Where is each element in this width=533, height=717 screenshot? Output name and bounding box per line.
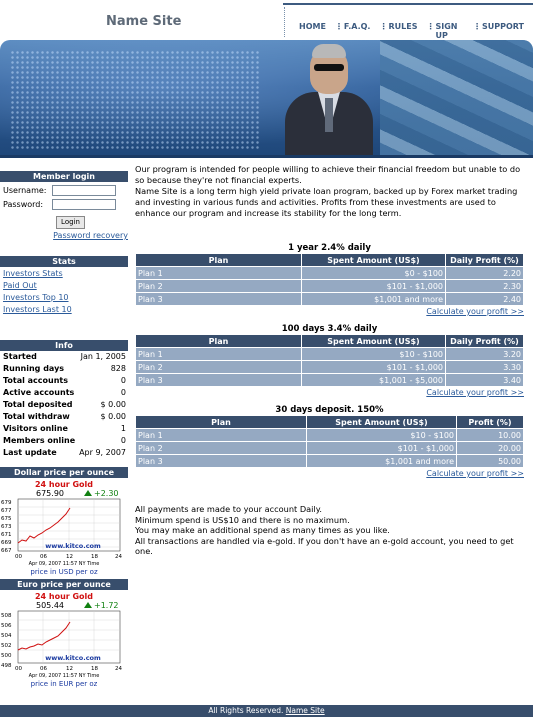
- y-tick: 667: [1, 548, 12, 554]
- table-row: [136, 279, 523, 292]
- y-tick: 671: [1, 532, 12, 538]
- x-tick: 18: [91, 554, 98, 560]
- info-key: Total withdraw: [3, 412, 70, 421]
- cell-plan: Plan 2: [136, 441, 306, 454]
- x-tick: 12: [66, 554, 73, 560]
- nav-separator: ⋮: [426, 22, 435, 31]
- col-header-plan: Plan: [136, 335, 301, 347]
- gold-date-line: Apr 09, 2007 11:57 NY Time: [28, 673, 100, 679]
- y-tick: 677: [1, 508, 12, 514]
- note-line: You may make an additional spend as many times as you like.: [135, 525, 390, 535]
- gold-eur-title: Euro price per ounce: [0, 579, 128, 590]
- businessman-hair: [312, 44, 346, 58]
- info-value: 1: [120, 424, 126, 433]
- businessman-tie: [325, 98, 333, 132]
- login-button[interactable]: Login: [56, 216, 85, 229]
- y-axis-ticks: [1, 613, 12, 669]
- info-value: Jan 1, 2005: [80, 352, 126, 361]
- cell-plan: Plan 2: [136, 279, 301, 292]
- x-tick: 00: [15, 554, 22, 560]
- password-label: Password:: [3, 200, 44, 209]
- y-tick: 675: [1, 516, 12, 522]
- nav-faq-label: F.A.Q.: [343, 22, 371, 31]
- gold-usd-chart: [0, 478, 128, 578]
- info-value: 828: [110, 364, 126, 373]
- y-tick: 498: [1, 663, 12, 669]
- site-title[interactable]: Name Site: [106, 14, 182, 29]
- cell-plan: Plan 1: [136, 347, 301, 360]
- main-nav: [290, 22, 533, 40]
- col-header-amount: Spent Amount (US$): [302, 254, 445, 266]
- cell-profit: 10.00: [457, 428, 523, 441]
- table-row: [136, 347, 523, 360]
- table-row: [136, 454, 523, 467]
- world-map-graphic: [10, 50, 260, 150]
- info-key: Active accounts: [3, 388, 75, 397]
- kitco-site: www.kitco.com: [45, 654, 101, 662]
- gold-eur-chart: [0, 590, 128, 690]
- calculate-profit-link[interactable]: Calculate your profit >>: [426, 388, 524, 397]
- x-tick: 24: [115, 666, 122, 672]
- password-row: [0, 199, 128, 210]
- info-row: [0, 423, 128, 435]
- info-value: 0: [120, 436, 126, 445]
- cell-profit: 20.00: [457, 441, 523, 454]
- info-row: [0, 435, 128, 447]
- gold-usd-box: [0, 467, 128, 578]
- nav-separator: ⋮: [334, 22, 343, 31]
- investors-last10-link[interactable]: Investors Last 10: [3, 305, 72, 314]
- y-tick: 669: [1, 540, 12, 546]
- plan-block-30days: [135, 404, 524, 478]
- info-row: [0, 387, 128, 399]
- stats-title: Stats: [0, 256, 128, 267]
- username-input[interactable]: [52, 185, 116, 196]
- x-axis-ticks: [15, 666, 122, 672]
- nav-signup[interactable]: [426, 22, 473, 40]
- gold-usd-title: Dollar price per ounce: [0, 467, 128, 478]
- member-login-box: [0, 171, 128, 240]
- nav-rules-label: RULES: [388, 22, 418, 31]
- terms-notes: [135, 504, 527, 557]
- cell-amount: $101 - $1,000: [302, 360, 445, 373]
- col-header-plan: Plan: [136, 254, 301, 266]
- header-divider: [284, 7, 285, 37]
- x-tick: 18: [91, 666, 98, 672]
- password-recovery-link[interactable]: Password recovery: [53, 231, 128, 240]
- y-tick: 500: [1, 653, 12, 659]
- plan-title: 100 days 3.4% daily: [281, 324, 378, 334]
- cell-profit: 3.30: [446, 360, 523, 373]
- money-graphic: [380, 40, 533, 158]
- x-tick: 06: [40, 666, 47, 672]
- username-label: Username:: [3, 186, 47, 195]
- calculate-profit-link[interactable]: Calculate your profit >>: [426, 469, 524, 478]
- gold-chart-price: 675.90: [36, 489, 64, 498]
- cell-amount: $1,001 and more: [307, 454, 456, 467]
- stats-box: [0, 256, 128, 315]
- plan-table: [135, 335, 524, 386]
- x-axis-ticks: [15, 554, 122, 560]
- plan-block-1year: [135, 242, 524, 316]
- y-tick: 673: [1, 524, 12, 530]
- investors-top10-link[interactable]: Investors Top 10: [3, 293, 69, 302]
- table-row: [136, 292, 523, 305]
- login-title: Member login: [0, 171, 128, 182]
- info-box: [0, 340, 128, 459]
- nav-support[interactable]: [473, 22, 533, 40]
- username-row: [0, 185, 128, 196]
- cell-plan: Plan 1: [136, 266, 301, 279]
- col-header-profit: Profit (%): [457, 416, 523, 428]
- cell-profit: 2.20: [446, 266, 523, 279]
- calculate-profit-link[interactable]: Calculate your profit >>: [426, 307, 524, 316]
- table-row: [136, 266, 523, 279]
- site-header: [0, 0, 533, 40]
- x-tick: 24: [115, 554, 122, 560]
- y-tick: 506: [1, 623, 12, 629]
- y-axis-ticks: [1, 500, 12, 554]
- table-row: [136, 441, 523, 454]
- info-row: [0, 399, 128, 411]
- table-row: [136, 428, 523, 441]
- info-key: Visitors online: [3, 424, 68, 433]
- info-value: Apr 9, 2007: [79, 448, 126, 457]
- hero-banner: [0, 40, 533, 158]
- investors-stats-link[interactable]: Investors Stats: [3, 269, 63, 278]
- cell-plan: Plan 3: [136, 454, 306, 467]
- intro-text: Our program is intended for people willing to achieve their financial freedom but unable to do so because they're not financial experts. Name Site is a long term high yield private loan program, backed up by Forex market trading and investing in various funds and activities. Profits from these investments are used to enhance our program and increase its stability for the long term.: [135, 164, 521, 218]
- nav-support-label: SUPPORT: [481, 22, 524, 31]
- note-line: Minimum spend is US$10 and there is no maximum.: [135, 514, 350, 525]
- info-value: $ 0.00: [100, 400, 126, 409]
- cell-plan: Plan 1: [136, 428, 306, 441]
- cell-amount: $101 - $1,000: [302, 279, 445, 292]
- col-header-profit: Daily Profit (%): [446, 335, 523, 347]
- gold-date-line: Apr 09, 2007 11:57 NY Time: [28, 561, 100, 567]
- plan-title: 1 year 2.4% daily: [288, 243, 371, 253]
- password-input[interactable]: [52, 199, 116, 210]
- col-header-amount: Spent Amount (US$): [307, 416, 456, 428]
- y-tick: 502: [1, 643, 12, 649]
- cell-amount: $1,001 and more: [302, 292, 445, 305]
- info-value: 0: [120, 376, 126, 385]
- nav-faq[interactable]: [335, 22, 380, 40]
- info-key: Total accounts: [3, 376, 68, 385]
- up-arrow-icon: [84, 602, 92, 608]
- kitco-site: www.kitco.com: [45, 542, 101, 550]
- info-row: [0, 363, 128, 375]
- x-tick: 00: [15, 666, 22, 672]
- cell-profit: 3.40: [446, 373, 523, 386]
- gold-chart-change: +1.72: [94, 601, 119, 610]
- cell-amount: $10 - $100: [302, 347, 445, 360]
- cell-profit: 2.40: [446, 292, 523, 305]
- info-key: Last update: [3, 448, 57, 457]
- gold-eur-box: [0, 579, 128, 690]
- col-header-amount: Spent Amount (US$): [302, 335, 445, 347]
- table-row: [136, 373, 523, 386]
- x-tick: 12: [66, 666, 73, 672]
- y-tick: 679: [1, 500, 12, 506]
- col-header-plan: Plan: [136, 416, 306, 428]
- note-line: All payments are made to your account Daily.: [135, 504, 322, 514]
- gold-chart-heading: 24 hour Gold: [34, 480, 94, 489]
- nav-home[interactable]: HOME: [299, 22, 326, 31]
- note-line: All transactions are handled via e-gold. If you don't have an e-gold account, you need to get one.: [135, 535, 514, 556]
- y-tick: 508: [1, 613, 12, 619]
- cell-amount: $0 - $100: [302, 266, 445, 279]
- info-row: [0, 447, 128, 459]
- cell-amount: $10 - $100: [307, 428, 456, 441]
- info-row: [0, 351, 128, 363]
- cell-amount: $1,001 - $5,000: [302, 373, 445, 386]
- info-value: 0: [120, 388, 126, 397]
- banner-bottom-rule: [0, 155, 533, 158]
- nav-rules[interactable]: [379, 22, 426, 40]
- site-footer: [0, 705, 533, 717]
- cell-plan: Plan 3: [136, 373, 301, 386]
- cell-profit: 3.20: [446, 347, 523, 360]
- plan-block-100days: [135, 323, 524, 397]
- cell-plan: Plan 2: [136, 360, 301, 373]
- nav-separator: ⋮: [472, 22, 481, 31]
- header-rule: [283, 3, 533, 5]
- info-row: [0, 411, 128, 423]
- info-key: Running days: [3, 364, 65, 373]
- up-arrow-icon: [84, 490, 92, 496]
- info-key: Total deposited: [3, 400, 73, 409]
- info-title: Info: [0, 340, 128, 351]
- info-key: Members online: [3, 436, 76, 445]
- info-value: $ 0.00: [100, 412, 126, 421]
- plan-table: [135, 254, 524, 305]
- col-header-profit: Daily Profit (%): [446, 254, 523, 266]
- info-key: Started: [3, 352, 37, 361]
- gold-caption: price in USD per oz: [30, 568, 98, 576]
- plan-table: [135, 416, 524, 467]
- x-tick: 06: [40, 554, 47, 560]
- plan-title: 30 days deposit. 150%: [275, 405, 384, 415]
- cell-amount: $101 - $1,000: [307, 441, 456, 454]
- nav-separator: ⋮: [379, 22, 388, 31]
- sunglasses: [314, 64, 344, 71]
- gold-chart-change: +2.30: [94, 489, 119, 498]
- table-row: [136, 360, 523, 373]
- cell-profit: 50.00: [457, 454, 523, 467]
- gold-chart-price: 505.44: [36, 601, 64, 610]
- gold-caption: price in EUR per oz: [30, 680, 98, 688]
- cell-plan: Plan 3: [136, 292, 301, 305]
- info-row: [0, 375, 128, 387]
- gold-chart-heading: 24 hour Gold: [34, 592, 94, 601]
- y-tick: 504: [1, 633, 12, 639]
- nav-signup-label: SIGN UP: [435, 22, 458, 40]
- paid-out-link[interactable]: Paid Out: [3, 281, 37, 290]
- footer-text: All Rights Reserved.: [208, 706, 284, 715]
- footer-site-link[interactable]: Name Site: [285, 706, 325, 715]
- cell-profit: 2.30: [446, 279, 523, 292]
